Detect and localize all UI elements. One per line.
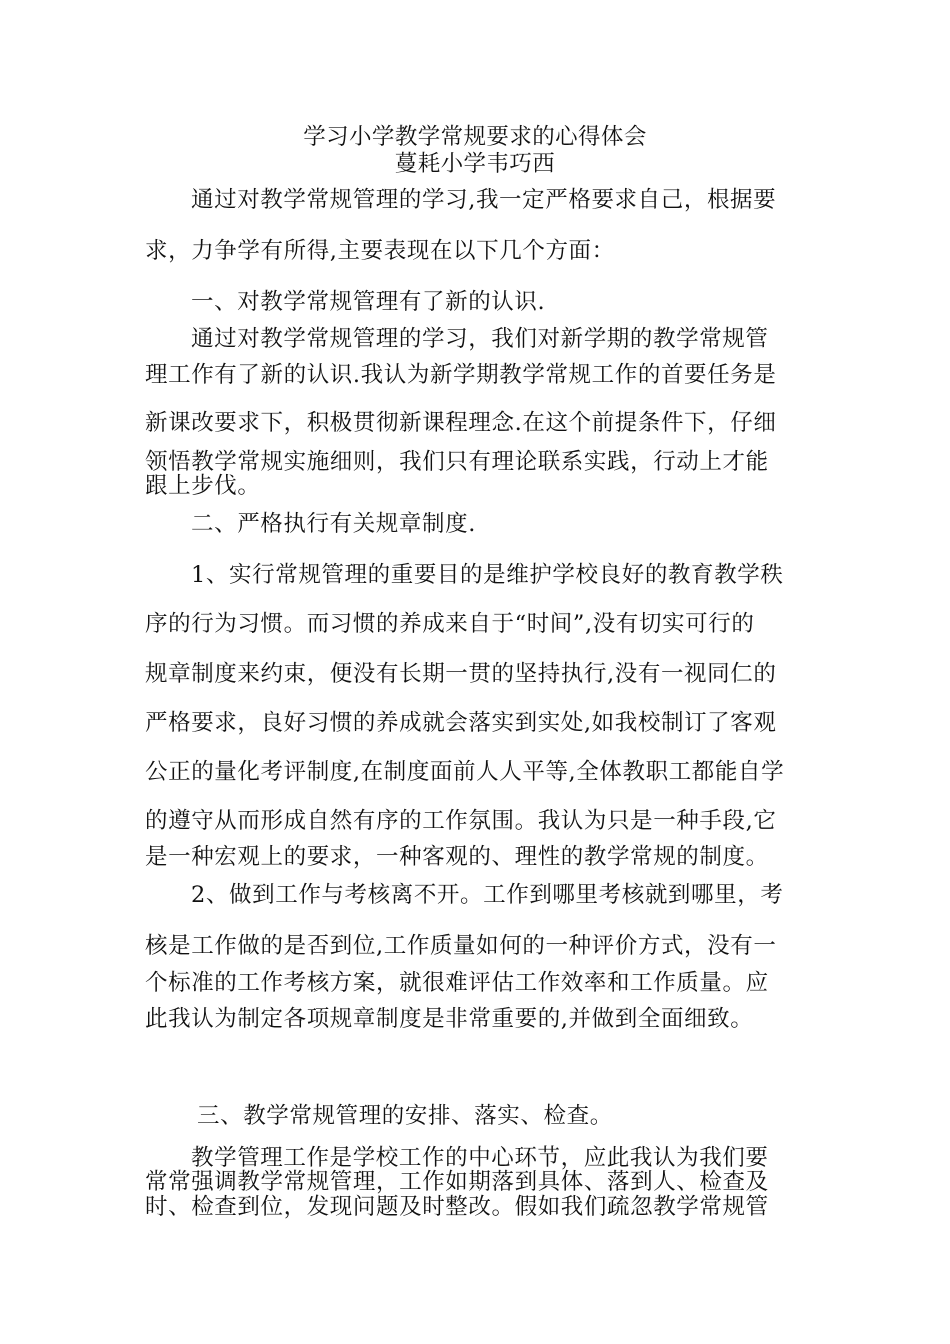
section-heading: 三、教学常规管理的安排、落实、检查。 <box>197 1103 613 1129</box>
paragraph-line: 规章制度来约束，便没有长期一贯的坚持执行,没有一视同仁的 <box>145 661 777 687</box>
paragraph-line: 求，力争学有所得,主要表现在以下几个方面： <box>145 238 615 264</box>
paragraph-line: 2、做到工作与考核离不开。工作到哪里考核就到哪里，考 <box>191 882 784 908</box>
document-title: 学习小学教学常规要求的心得体会 <box>303 124 647 150</box>
paragraph-line: 严格要求，良好习惯的养成就会落实到实处,如我校制订了客观 <box>145 710 777 736</box>
document-author: 蔓耗小学韦巧西 <box>394 151 556 177</box>
paragraph-line: 1、实行常规管理的重要目的是维护学校良好的教育教学秩 <box>191 562 784 588</box>
paragraph-line: 公正的量化考评制度,在制度面前人人平等,全体教职工都能自学 <box>145 759 785 785</box>
section-heading: 二、严格执行有关规章制度. <box>191 511 476 537</box>
paragraph-line: 此我认为制定各项规章制度是非常重要的,并做到全面细致。 <box>145 1006 754 1032</box>
paragraph-line: 是一种宏观上的要求，一种客观的、理性的教学常规的制度。 <box>145 844 769 870</box>
paragraph-line: 理工作有了新的认识.我认为新学期教学常规工作的首要任务是 <box>145 362 777 388</box>
paragraph-line: 通过对教学常规管理的学习，我们对新学期的教学常规管 <box>191 326 769 352</box>
paragraph-line: 教学管理工作是学校工作的中心环节，应此我认为我们要 <box>191 1145 769 1171</box>
paragraph-line: 时、检查到位，发现问题及时整改。假如我们疏忽教学常规管 <box>145 1194 769 1220</box>
section-heading: 一、对教学常规管理有了新的认识. <box>191 289 546 315</box>
paragraph-line: 常常强调教学常规管理，工作如期落到具体、落到人、检查及 <box>145 1169 769 1195</box>
paragraph-line: 新课改要求下，积极贯彻新课程理念.在这个前提条件下，仔细 <box>145 410 777 436</box>
paragraph-line: 领悟教学常规实施细则，我们只有理论联系实践，行动上才能 <box>145 449 769 475</box>
paragraph-line: 跟上步伐。 <box>145 473 261 499</box>
paragraph-line: 个标准的工作考核方案，就很难评估工作效率和工作质量。应 <box>145 970 769 996</box>
paragraph-line: 的遵守从而形成自然有序的工作氛围。我认为只是一种手段,它 <box>145 808 777 834</box>
paragraph-line: 通过对教学常规管理的学习,我一定严格要求自己，根据要 <box>191 187 777 213</box>
paragraph-line: 序的行为习惯。而习惯的养成来自于“时间”,没有切实可行的 <box>145 611 755 637</box>
paragraph-line: 核是工作做的是否到位,工作质量如何的一种评价方式，没有一 <box>145 933 777 959</box>
